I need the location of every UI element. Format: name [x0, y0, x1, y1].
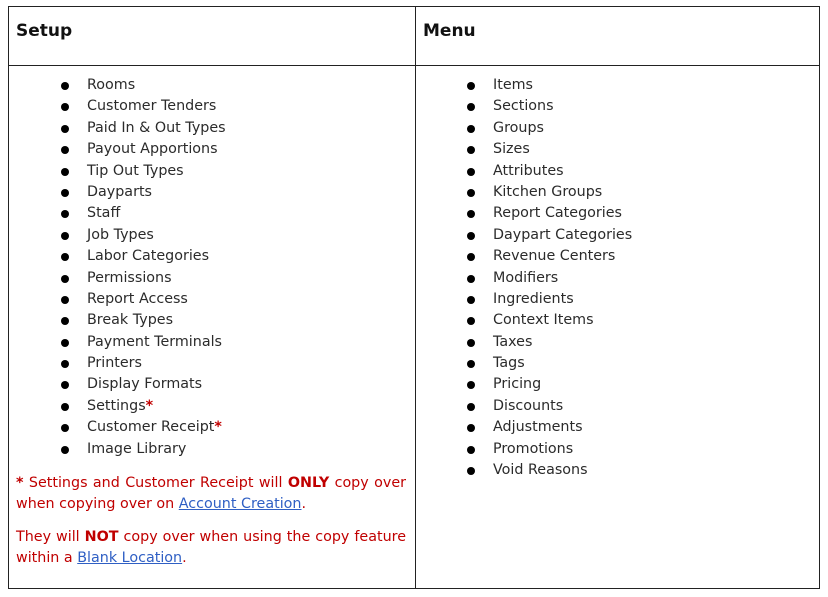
bullet-icon [467, 82, 475, 90]
note-end: . [301, 496, 307, 512]
bullet-icon [61, 253, 69, 261]
menu-list-item [467, 332, 632, 353]
menu-list-item [467, 139, 632, 160]
setup-item-label: Printers [87, 355, 143, 372]
menu-item-label: Pricing [493, 376, 542, 393]
setup-list-item [61, 182, 226, 203]
menu-item-label: Kitchen Groups [493, 183, 603, 200]
setup-item-label: Image Library [87, 440, 187, 457]
account-creation-link[interactable]: Account Creation [178, 496, 302, 512]
menu-item-label: Discounts [493, 397, 564, 414]
menu-item-label: Sections [493, 98, 554, 115]
setup-list-item [61, 396, 226, 417]
menu-item-label: Daypart Categories [493, 226, 633, 243]
setup-list-item [61, 268, 226, 289]
menu-list-item [467, 439, 632, 460]
note-emphasis: NOT [84, 529, 119, 545]
menu-list-item [467, 374, 632, 395]
setup-list-item [61, 96, 226, 117]
bullet-icon [61, 360, 69, 368]
column-divider [415, 7, 416, 588]
setup-list-item [61, 161, 226, 182]
setup-list-item [61, 139, 226, 160]
setup-list-item [61, 439, 226, 460]
setup-item-label: Payment Terminals [87, 333, 223, 350]
menu-heading: Menu [423, 21, 476, 41]
bullet-icon [467, 210, 475, 218]
bullet-icon [61, 296, 69, 304]
setup-item-label: Staff [87, 205, 121, 222]
bullet-icon [467, 253, 475, 261]
setup-list-item [61, 353, 226, 374]
setup-item-label: Payout Apportions [87, 141, 218, 158]
bullet-icon [61, 232, 69, 240]
setup-item-label: Customer Tenders [87, 98, 217, 115]
copy-note-account-creation [16, 473, 406, 515]
menu-item-label: Attributes [493, 162, 564, 179]
setup-item-label: Customer Receipt [87, 419, 215, 436]
setup-list-item [61, 332, 226, 353]
setup-item-label: Dayparts [87, 183, 152, 200]
menu-list [467, 75, 632, 481]
menu-list-item [467, 182, 632, 203]
menu-item-label: Taxes [493, 333, 533, 350]
bullet-icon [467, 424, 475, 432]
note-end: . [182, 550, 187, 566]
setup-list-item [61, 246, 226, 267]
bullet-icon [61, 146, 69, 154]
menu-list-item [467, 396, 632, 417]
note-emphasis: ONLY [287, 475, 330, 491]
menu-list-item [467, 246, 632, 267]
note-text: copy over when using the copy feature within a [16, 529, 406, 566]
bullet-icon [467, 317, 475, 325]
setup-item-label: Paid In & Out Types [87, 119, 226, 136]
header-divider [9, 65, 819, 66]
bullet-icon [467, 168, 475, 176]
menu-list-item [467, 417, 632, 438]
copy-note-blank-location [16, 527, 406, 569]
bullet-icon [467, 339, 475, 347]
bullet-icon [61, 168, 69, 176]
menu-item-label: Groups [493, 119, 544, 136]
setup-item-label: Break Types [87, 312, 174, 329]
setup-item-label: Permissions [87, 269, 172, 286]
bullet-icon [467, 275, 475, 283]
menu-item-label: Promotions [493, 440, 574, 457]
setup-heading: Setup [16, 21, 73, 41]
bullet-icon [467, 146, 475, 154]
setup-item-label: Tip Out Types [87, 162, 184, 179]
bullet-icon [61, 275, 69, 283]
note-text: copy over when copying over on [16, 475, 406, 512]
bullet-icon [467, 403, 475, 411]
menu-item-label: Sizes [493, 141, 530, 158]
menu-list-item [467, 75, 632, 96]
setup-item-label: Display Formats [87, 376, 203, 393]
required-asterisk: * [214, 419, 222, 436]
bullet-icon [467, 360, 475, 368]
setup-item-label: Rooms [87, 77, 136, 93]
menu-item-label: Modifiers [493, 269, 559, 286]
bullet-icon [467, 296, 475, 304]
bullet-icon [467, 189, 475, 197]
menu-list-item [467, 460, 632, 481]
bullet-icon [61, 317, 69, 325]
menu-list-item [467, 161, 632, 182]
menu-item-label: Tags [493, 355, 525, 372]
menu-list-item [467, 289, 632, 310]
bullet-icon [61, 82, 69, 90]
menu-item-label: Items [493, 77, 533, 93]
bullet-icon [61, 339, 69, 347]
setup-list-item [61, 75, 226, 96]
bullet-icon [61, 189, 69, 197]
bullet-icon [61, 446, 69, 454]
note-text: Settings and Customer Receipt will [23, 475, 288, 491]
setup-list-item [61, 374, 226, 395]
menu-list-item [467, 353, 632, 374]
setup-item-label: Report Access [87, 290, 188, 307]
menu-list-item [467, 310, 632, 331]
bullet-icon [467, 467, 475, 475]
bullet-icon [61, 125, 69, 133]
menu-item-label: Report Categories [493, 205, 622, 222]
bullet-icon [61, 403, 69, 411]
setup-list-item [61, 289, 226, 310]
bullet-icon [61, 424, 69, 432]
setup-list-item [61, 225, 226, 246]
bullet-icon [61, 103, 69, 111]
menu-list-item [467, 118, 632, 139]
menu-list-item [467, 203, 632, 224]
setup-list-item [61, 417, 226, 438]
setup-item-label: Job Types [87, 226, 154, 243]
bullet-icon [467, 125, 475, 133]
bullet-icon [467, 103, 475, 111]
menu-item-label: Void Reasons [493, 462, 588, 479]
setup-item-label: Labor Categories [87, 248, 210, 265]
bullet-icon [61, 210, 69, 218]
menu-list-item [467, 96, 632, 117]
setup-list [61, 75, 226, 460]
blank-location-link[interactable]: Blank Location [77, 550, 183, 566]
menu-item-label: Revenue Centers [493, 248, 616, 265]
menu-item-label: Adjustments [493, 419, 583, 436]
setup-list-item [61, 310, 226, 331]
setup-item-label: Settings [87, 397, 146, 414]
menu-list-item [467, 268, 632, 289]
setup-list-item [61, 118, 226, 139]
menu-item-label: Context Items [493, 312, 594, 329]
bullet-icon [467, 381, 475, 389]
menu-list-item [467, 225, 632, 246]
setup-list-item [61, 203, 226, 224]
bullet-icon [467, 232, 475, 240]
bullet-icon [61, 381, 69, 389]
required-asterisk: * [145, 397, 154, 414]
note-text: They will [16, 529, 85, 545]
menu-item-label: Ingredients [493, 290, 574, 307]
note-asterisk: * [16, 475, 24, 491]
bullet-icon [467, 446, 475, 454]
setup-menu-table [8, 6, 820, 589]
